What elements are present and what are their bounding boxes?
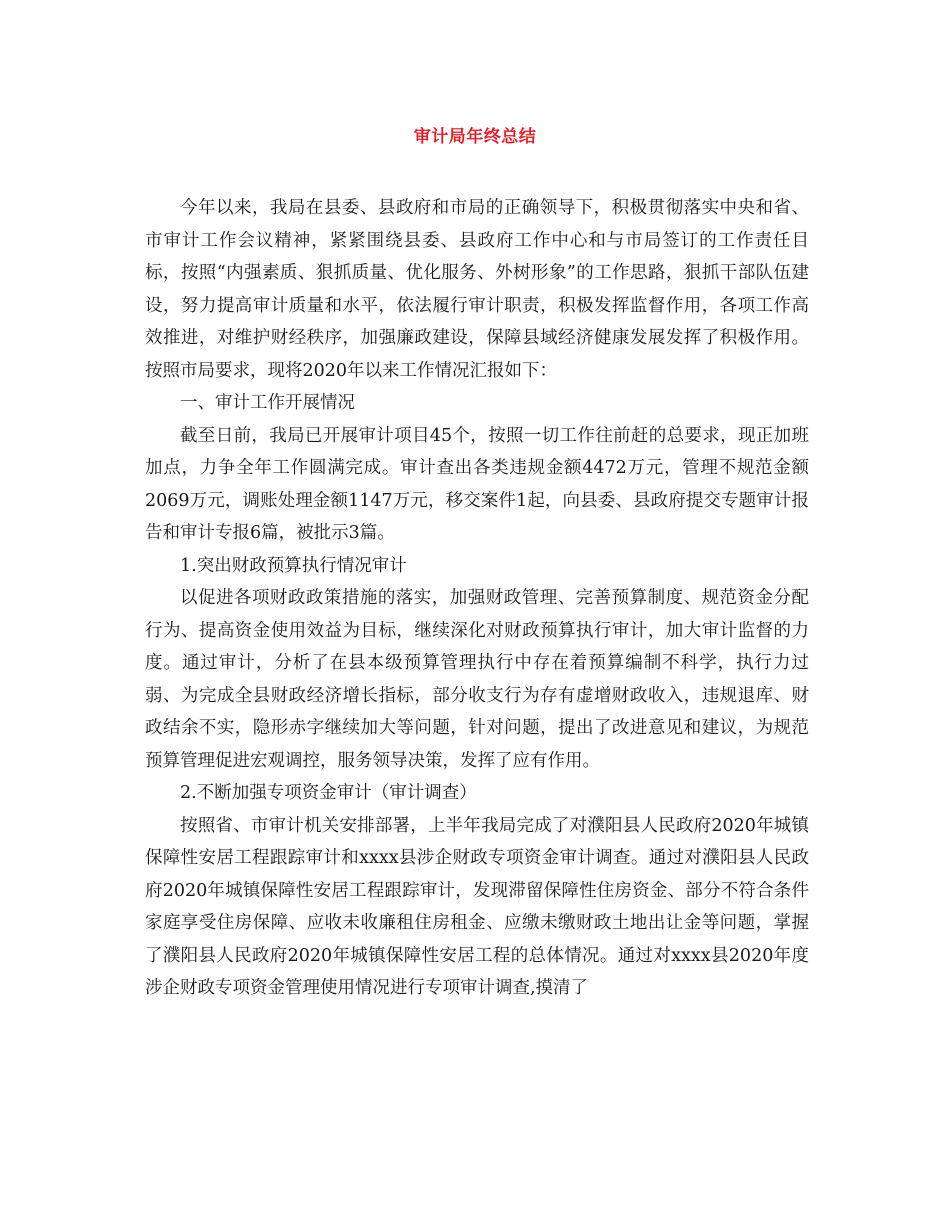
section-heading-1: 一、审计工作开展情况 (180, 393, 355, 413)
special-funds-paragraph: 按照省、市审计机关安排部署，上半年我局完成了对濮阳县人民政府2020年城镇保障性安居工程跟踪审计和xxxx县涉企财政专项资金审计调查。通过对濮阳县人民政府2020年城镇保障性安居工程跟踪审计，发现滞留保障性住房资金、部分不符合条件家庭享受住房保障、应收未收廉租住房租金、应缴未缴财政土地出让金等问题，掌握了濮阳县人民政府2020年城镇保障性安居工程的总体情况。通过对xxxx县2020年度涉企财政专项资金管理使用情况进行专项审计调查,摸清了 (145, 815, 809, 998)
budget-audit-paragraph: 以促进各项财政政策措施的落实，加强财政管理、完善预算制度、规范资金分配行为、提高资金使用效益为目标，继续深化对财政预算执行审计，加大审计监督的力度。通过审计，分析了在县本级预算管理执行中存在着预算编制不科学，执行力过弱、为完成全县财政经济增长指标，部分收支行为存有虚增财政收入，违规退库、财政结余不实，隐形赤字继续加大等问题，针对问题，提出了改进意见和建议，为规范预算管理促进宏观调控，服务领导决策，发挥了应有作用。 (145, 588, 809, 771)
subsection-heading-2: 2.不断加强专项资金审计（审计调查） (180, 783, 477, 803)
summary-paragraph: 截至日前，我局已开展审计项目45个，按照一切工作往前赶的总要求，现正加班加点，力争全年工作圆满完成。审计查出各类违规金额4472万元，管理不规范金额2069万元，调账处理金额1147万元，移交案件1起，向县委、县政府提交专题审计报告和审计专报6篇，被批示3篇。 (145, 425, 809, 543)
subsection-heading-1: 1.突出财政预算执行情况审计 (180, 555, 407, 576)
document-body (145, 192, 809, 1005)
intro-paragraph: 今年以来，我局在县委、县政府和市局的正确领导下，积极贯彻落实中央和省、市审计工作会议精神，紧紧围绕县委、县政府工作中心和与市局签订的工作责任目标，按照“内强素质、狠抓质量、优化服务、外树形象”的工作思路，狠抓干部队伍建设，努力提高审计质量和水平，依法履行审计职责，积极发挥监督作用，各项工作高效推进，对维护财经秩序，加强廉政建设，保障县域经济健康发展发挥了积极作用。按照市局要求，现将2020年以来工作情况汇报如下： (145, 198, 809, 381)
document-title: 审计局年终总结 (413, 127, 537, 147)
